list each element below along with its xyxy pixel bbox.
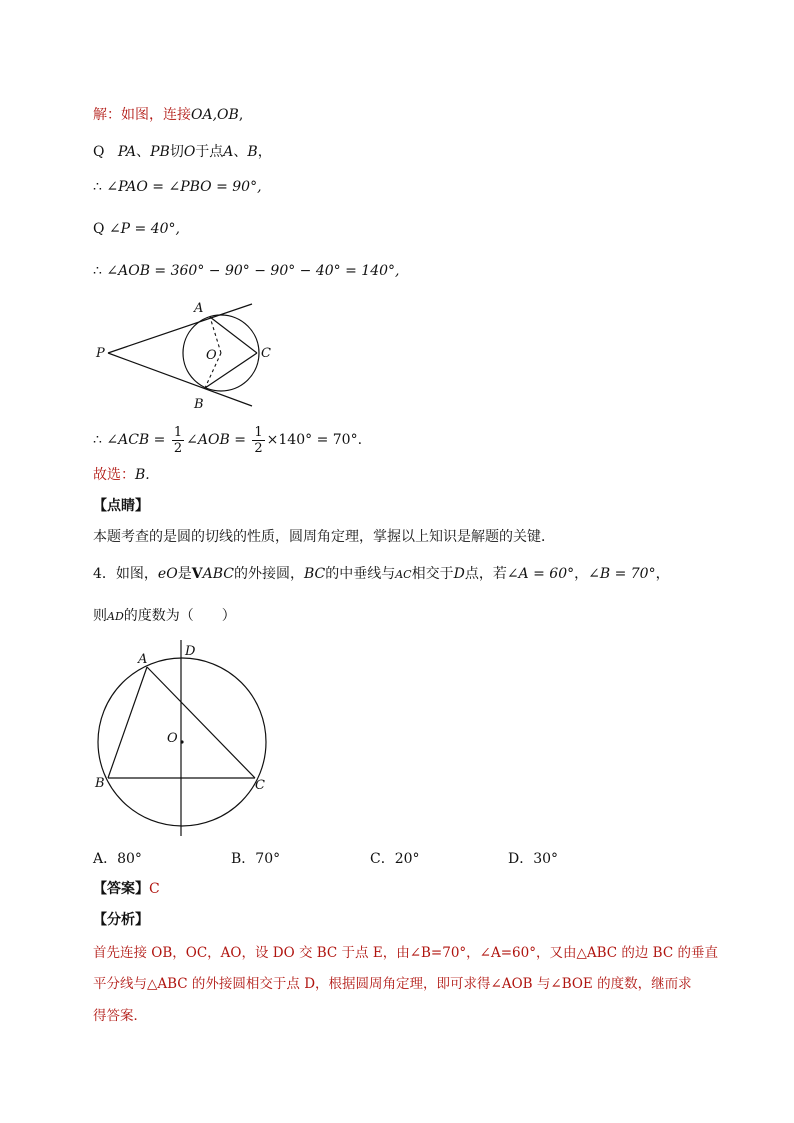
choice-value: B. [135, 467, 150, 483]
fraction-half-1 [172, 425, 184, 456]
q4-bc: BC [303, 566, 326, 582]
side-ab [108, 667, 147, 778]
line2-b: B [247, 144, 258, 160]
q4-comma: ， [574, 566, 589, 582]
line6-a: ∠ACB = [106, 432, 166, 448]
line2-sep1: 、 [136, 144, 151, 160]
line2-o: O [183, 144, 196, 160]
q4-cond2: ∠B = 70° [588, 566, 656, 582]
q4-rest: 的度数为（ ） [123, 608, 236, 624]
q4-o: O [166, 566, 178, 582]
line2-mid2: 于点 [195, 144, 224, 160]
q4-end: ， [655, 566, 670, 582]
label-c2: C [255, 778, 265, 793]
therefore-symbol: ∴ [93, 179, 102, 195]
answer-line [93, 879, 160, 899]
q4-ze: 则 [93, 608, 107, 624]
answer-heading: 【答案】 [93, 881, 149, 897]
since-symbol: Q [93, 144, 105, 160]
comment-text: 本题考查的是圆的切线的性质，圆周角定理，掌握以上知识是解题的关键． [93, 529, 555, 545]
since-symbol-2: Q [93, 221, 105, 237]
label-a2: A [138, 652, 148, 667]
label-b2: B [95, 776, 105, 791]
therefore-symbol-2: ∴ [93, 263, 102, 279]
circumcircle-figure [90, 638, 280, 838]
solution-line-3 [93, 177, 262, 197]
fraction-num-2: 1 [254, 424, 263, 440]
fraction-den: 2 [173, 440, 183, 456]
option-a[interactable]: A．80° [93, 851, 142, 867]
center-point [180, 740, 183, 743]
line2-pa: PA [117, 144, 137, 160]
q4-arc-ac: AC [395, 568, 412, 581]
line2-pb: PB [150, 144, 170, 160]
therefore-symbol-3: ∴ [93, 432, 102, 448]
tangent-circle-figure [90, 297, 290, 417]
q4-pt: 点，若 [464, 566, 507, 582]
q4-v: V [191, 566, 203, 582]
solution-intro [93, 105, 243, 125]
line2-sep2: 、 [233, 144, 248, 160]
q4-circ: 的外接圆， [233, 566, 304, 582]
solution-intro-math: OA,OB [191, 107, 239, 123]
fraction-den-2: 2 [254, 440, 263, 456]
solution-line-5 [93, 261, 399, 281]
tangent-pa [108, 304, 252, 353]
answer-value: C [149, 881, 160, 897]
q4-arc-ad: AD [107, 610, 124, 623]
q4-d: D [453, 566, 465, 582]
q4-is: 是 [177, 566, 192, 582]
analysis-line-2: 平分线与△ABC 的外接圆相交于点 D，根据圆周角定理，即可求得∠AOB 与∠BOE 的度数，继而求 [93, 976, 692, 992]
analysis-line-3: 得答案． [93, 1008, 147, 1024]
comment-heading: 【点睛】 [93, 498, 149, 514]
line2-a: A [223, 144, 234, 160]
fraction-num: 1 [173, 424, 183, 440]
analysis-heading: 【分析】 [93, 912, 149, 928]
choice-line [93, 465, 150, 485]
q4-cond1: ∠A = 60° [506, 566, 575, 582]
line5-eq: ∠AOB = 360° − 90° − 90° − 40° = 140°, [106, 263, 400, 279]
solution-intro-text: 解：如图，连接 [93, 107, 191, 123]
option-c[interactable]: C．20° [370, 851, 420, 867]
q4-line-2 [93, 606, 236, 627]
choice-label: 故选： [93, 467, 135, 483]
side-ac [147, 667, 255, 778]
label-c: C [261, 346, 271, 361]
line3-eq: ∠PAO = ∠PBO = 90°, [106, 179, 262, 195]
label-b: B [194, 397, 204, 412]
fraction-half-2 [252, 425, 264, 456]
label-o2: O [167, 731, 178, 746]
solution-line-2 [93, 142, 272, 162]
solution-intro-suffix: , [238, 107, 244, 123]
label-p: P [96, 346, 105, 361]
option-d[interactable]: D．30° [508, 851, 559, 867]
line2-mid1: 切 [169, 144, 184, 160]
line2-end: ， [257, 144, 272, 160]
option-b[interactable]: B．70° [231, 851, 281, 867]
solution-line-6 [93, 421, 362, 459]
q4-abc: ABC [202, 566, 234, 582]
line6-c: ×140° = 70°. [266, 432, 363, 448]
line6-b: ∠AOB = [186, 432, 246, 448]
line4-eq: ∠P = 40°, [108, 221, 180, 237]
chord-ac [210, 317, 257, 353]
q4-line-1 [93, 564, 670, 585]
analysis-line-1: 首先连接 OB，OC，AO，设 DO 交 BC 于点 E，由∠B=70°，∠A=60°，又由△ABC 的边 BC 的垂直 [93, 945, 718, 961]
label-a: A [194, 301, 204, 316]
q4-e: e [157, 566, 167, 582]
q4-perp: 的中垂线与 [325, 566, 396, 582]
solution-line-4 [93, 219, 180, 239]
tangent-pb [108, 353, 252, 406]
q4-meet: 相交于 [411, 566, 454, 582]
q4-number: 4．如图， [93, 566, 158, 582]
label-o: O [206, 348, 217, 363]
label-d2: D [185, 644, 196, 659]
